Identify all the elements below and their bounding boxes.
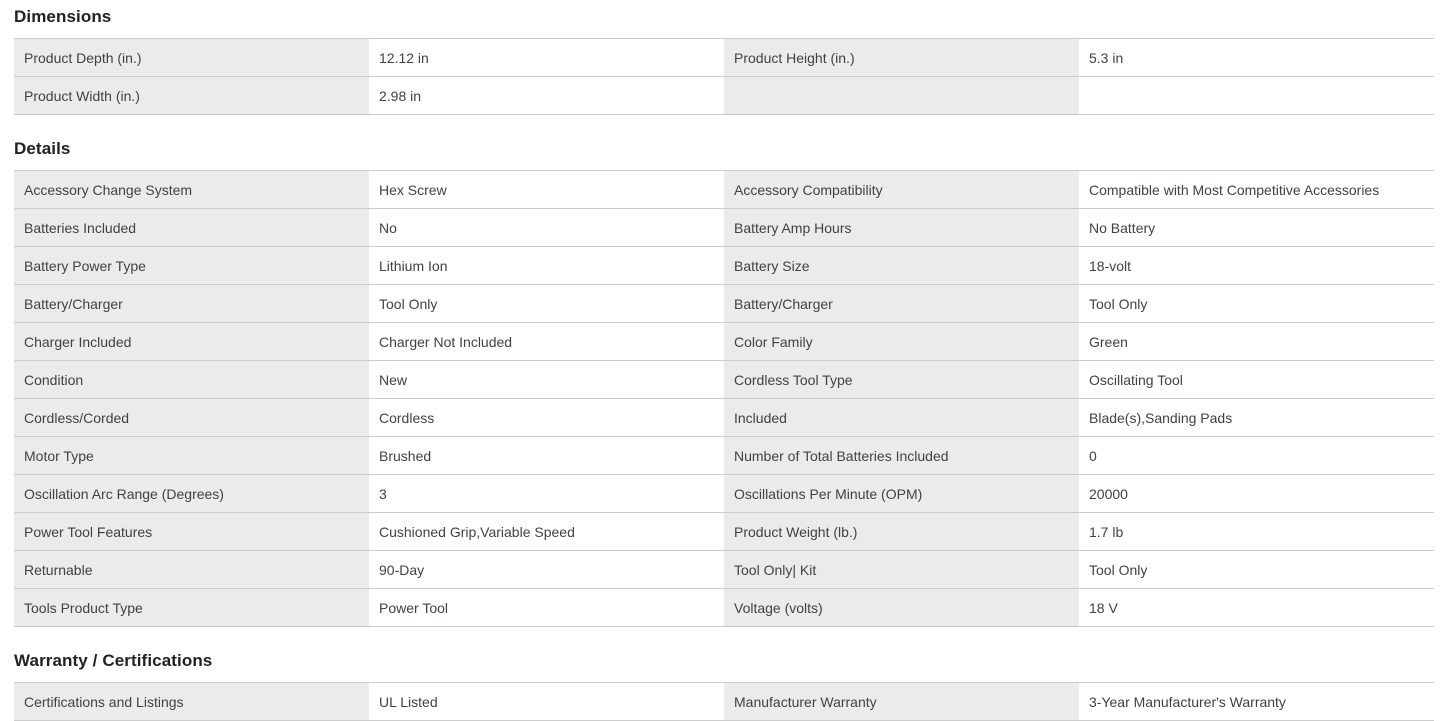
- spec-label-cell: Tool Only| Kit: [724, 551, 1079, 589]
- table-row: [14, 361, 1434, 399]
- table-row: [14, 437, 1434, 475]
- spec-table: [14, 38, 1434, 115]
- spec-value-cell: Blade(s),Sanding Pads: [1089, 409, 1233, 426]
- table-row: [14, 285, 1434, 323]
- table-row: [14, 551, 1434, 589]
- spec-value-cell: No Battery: [1089, 219, 1156, 236]
- spec-value-cell: 3-Year Manufacturer's Warranty: [1089, 693, 1286, 710]
- spec-label-cell: Oscillation Arc Range (Degrees): [14, 475, 369, 513]
- spec-label-cell: Condition: [14, 361, 369, 399]
- spec-value-cell: 18-volt: [1089, 257, 1132, 274]
- spec-label-cell: Number of Total Batteries Included: [724, 437, 1079, 475]
- spec-label-cell: Battery Amp Hours: [724, 209, 1079, 247]
- spec-value-cell: Cordless: [379, 409, 435, 426]
- spec-label-cell: Color Family: [724, 323, 1079, 361]
- spec-label-cell: [724, 77, 1079, 115]
- spec-value-cell: 90-Day: [379, 561, 425, 578]
- spec-label-cell: Product Width (in.): [14, 77, 369, 115]
- spec-label-cell: Charger Included: [14, 323, 369, 361]
- table-row: [14, 399, 1434, 437]
- table-row: [14, 209, 1434, 247]
- table-row: [14, 323, 1434, 361]
- spec-label-cell: Manufacturer Warranty: [724, 683, 1079, 721]
- spec-label-cell: Motor Type: [14, 437, 369, 475]
- spec-label-cell: Accessory Compatibility: [724, 171, 1079, 209]
- spec-value-cell: Cushioned Grip,Variable Speed: [379, 523, 575, 540]
- spec-value-cell: 12.12 in: [379, 49, 429, 66]
- spec-value-cell: 2.98 in: [379, 87, 422, 104]
- table-row: [14, 475, 1434, 513]
- spec-value-cell: UL Listed: [379, 693, 438, 710]
- spec-label-cell: Voltage (volts): [724, 589, 1079, 627]
- spec-table: [14, 682, 1434, 721]
- spec-value-cell: 1.7 lb: [1089, 523, 1124, 540]
- table-row: [14, 513, 1434, 551]
- spec-label-cell: Battery Power Type: [14, 247, 369, 285]
- spec-value-cell: Lithium Ion: [379, 257, 448, 274]
- spec-section: [14, 137, 1434, 627]
- spec-label-cell: Batteries Included: [14, 209, 369, 247]
- table-row: [14, 247, 1434, 285]
- table-row: [14, 39, 1434, 77]
- spec-label-cell: Battery/Charger: [724, 285, 1079, 323]
- spec-label-cell: Returnable: [14, 551, 369, 589]
- spec-value-cell: 0: [1089, 447, 1097, 464]
- spec-label-cell: Tools Product Type: [14, 589, 369, 627]
- table-row: [14, 171, 1434, 209]
- section-title: Dimensions: [14, 7, 112, 26]
- spec-label-cell: Accessory Change System: [14, 171, 369, 209]
- spec-value-cell: Oscillating Tool: [1089, 371, 1183, 388]
- spec-value-cell: Green: [1089, 333, 1128, 350]
- spec-section: [14, 5, 1434, 115]
- spec-table: [14, 170, 1434, 627]
- spec-section: [14, 649, 1434, 721]
- spec-label-cell: Cordless/Corded: [14, 399, 369, 437]
- spec-label-cell: Product Height (in.): [724, 39, 1079, 77]
- spec-label-cell: Included: [724, 399, 1079, 437]
- table-row: [14, 77, 1434, 115]
- spec-value-cell: Brushed: [379, 447, 432, 464]
- spec-label-cell: Cordless Tool Type: [724, 361, 1079, 399]
- spec-value-cell: [1079, 77, 1434, 115]
- spec-label-cell: Power Tool Features: [14, 513, 369, 551]
- spec-value-cell: Tool Only: [1089, 295, 1148, 312]
- spec-value-cell: Hex Screw: [379, 181, 447, 198]
- table-row: [14, 589, 1434, 627]
- table-row: [14, 683, 1434, 721]
- spec-value-cell: 5.3 in: [1089, 49, 1124, 66]
- spec-value-cell: Tool Only: [1089, 561, 1148, 578]
- spec-label-cell: Battery/Charger: [14, 285, 369, 323]
- spec-value-cell: New: [379, 371, 408, 388]
- spec-value-cell: 20000: [1089, 485, 1128, 502]
- section-title: Warranty / Certifications: [14, 651, 213, 670]
- spec-value-cell: Compatible with Most Competitive Accessories: [1089, 181, 1380, 198]
- spec-value-cell: Charger Not Included: [379, 333, 513, 350]
- spec-label-cell: Product Depth (in.): [14, 39, 369, 77]
- spec-value-cell: 18 V: [1089, 599, 1118, 616]
- spec-label-cell: Certifications and Listings: [14, 683, 369, 721]
- spec-label-cell: Oscillations Per Minute (OPM): [724, 475, 1079, 513]
- spec-value-cell: Power Tool: [379, 599, 449, 616]
- spec-value-cell: Tool Only: [379, 295, 438, 312]
- spec-label-cell: Product Weight (lb.): [724, 513, 1079, 551]
- spec-value-cell: 3: [379, 485, 387, 502]
- section-title: Details: [14, 139, 71, 158]
- spec-label-cell: Battery Size: [724, 247, 1079, 285]
- spec-value-cell: No: [379, 219, 397, 236]
